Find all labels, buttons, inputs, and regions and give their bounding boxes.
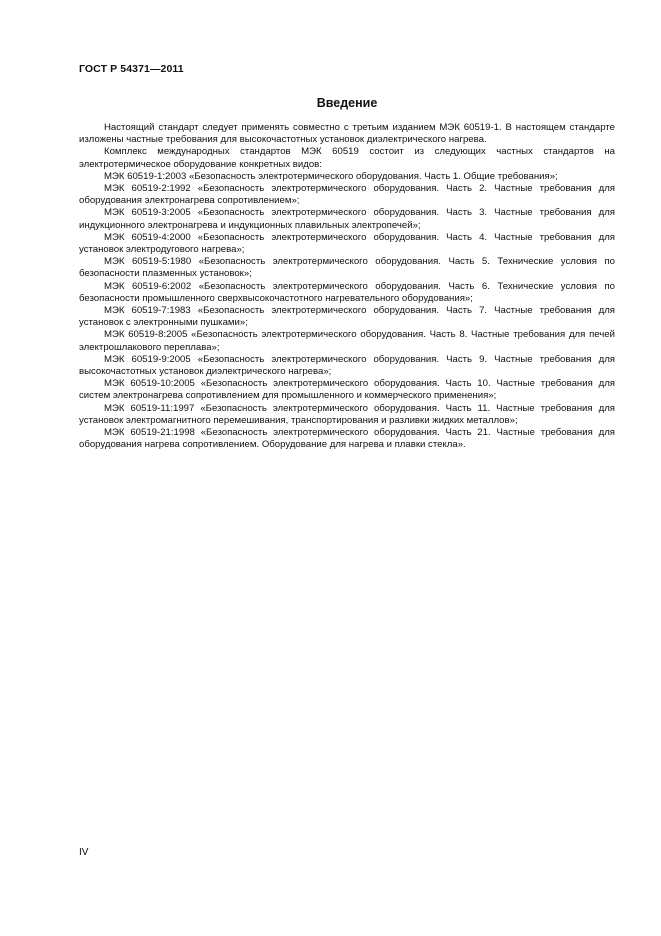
paragraph: МЭК 60519-8:2005 «Безопасность электротермического оборудования. Часть 8. Частные требования для печей электрошлакового переплава»;	[79, 329, 615, 353]
page-number: IV	[79, 847, 89, 858]
paragraph: Комплекс международных стандартов МЭК 60519 состоит из следующих частных стандартов на электротермическое оборудование конкретных видов:	[79, 146, 615, 170]
body-text	[79, 122, 615, 451]
paragraph: МЭК 60519-4:2000 «Безопасность электротермического оборудования. Часть 4. Частные требования для установок электродугового нагрева»;	[79, 231, 615, 256]
section-title: Введение	[316, 96, 378, 110]
paragraph: МЭК 60519-9:2005 «Безопасность электротермического оборудования. Часть 9. Частные требования для высокочастотных установок диэлектрического нагрева»;	[79, 353, 615, 378]
paragraph: МЭК 60519-1:2003 «Безопасность электротермического оборудования. Часть 1. Общие требования»;	[104, 170, 558, 182]
paragraph: МЭК 60519-10:2005 «Безопасность электротермического оборудования. Часть 10. Частные требования для систем электронагрева сопротивлением для промышленного и коммерческого применения»;	[79, 378, 615, 402]
paragraph: МЭК 60519-11:1997 «Безопасность электротермического оборудования. Часть 11. Частные требования для установок электромагнитного перемешивания, транспортирования и разливки жидких металлов»;	[79, 402, 615, 426]
paragraph: МЭК 60519-6:2002 «Безопасность электротермического оборудования. Часть 6. Технические условия по безопасности промышленного сверхвысокочастотного нагревательного оборудования»;	[79, 280, 615, 304]
paragraph: МЭК 60519-5:1980 «Безопасность электротермического оборудования. Часть 5. Технические условия по безопасности плазменных установок»;	[79, 256, 615, 280]
document-header: ГОСТ Р 54371—2011	[79, 63, 184, 75]
paragraph: МЭК 60519-2:1992 «Безопасность электротермического оборудования. Часть 2. Частные требования для оборудования электронагрева сопротивлением»;	[79, 183, 615, 207]
paragraph: МЭК 60519-3:2005 «Безопасность электротермического оборудования. Часть 3. Частные требования для индукционного электронагрева и индукционных плавильных электропечей»;	[79, 207, 615, 231]
paragraph: Настоящий стандарт следует применять совместно с третьим изданием МЭК 60519-1. В настоящем стандарте изложены частные требования для высокочастотных установок диэлектрического нагрева.	[79, 122, 615, 146]
paragraph: МЭК 60519-21:1998 «Безопасность электротермического оборудования. Часть 21. Частные требования для оборудования нагрева сопротивлением. Оборудование для нагрева и плавки стекла».	[79, 427, 615, 451]
paragraph: МЭК 60519-7:1983 «Безопасность электротермического оборудования. Часть 7. Частные требования для установок с электронными пушками»;	[79, 305, 615, 329]
